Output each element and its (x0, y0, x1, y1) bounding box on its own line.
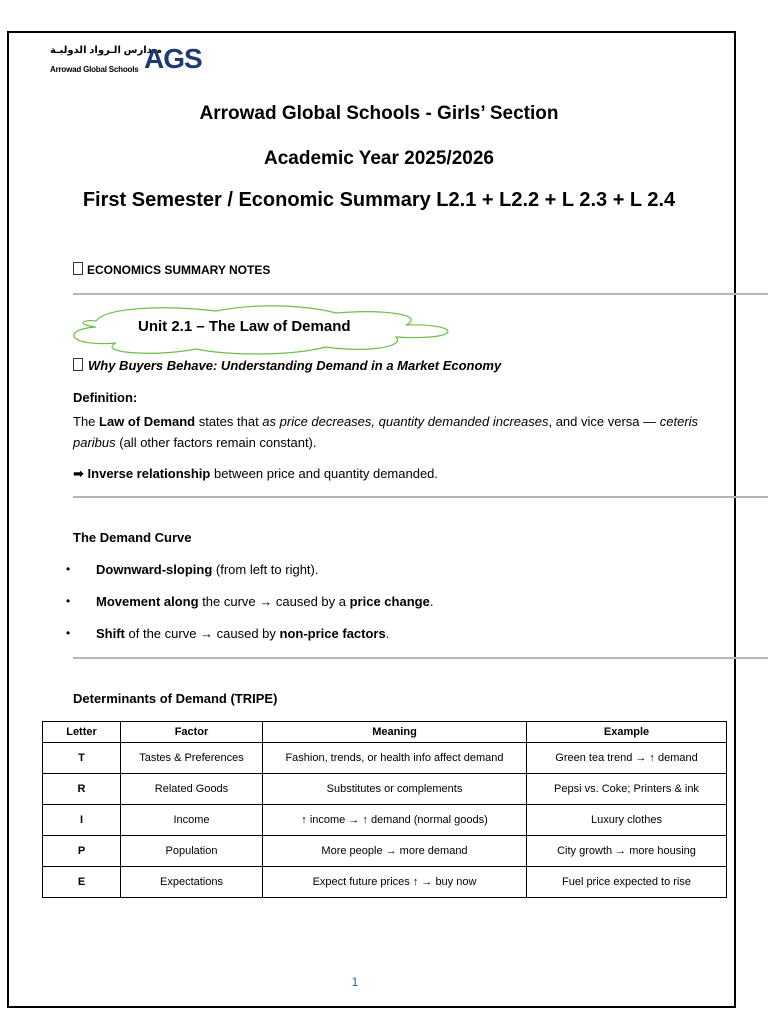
demand-curve-heading: The Demand Curve (73, 530, 192, 545)
inverse-relationship-note: ➡ Inverse relationship between price and quantity demanded. (73, 466, 439, 481)
table-cell: Income (121, 805, 263, 836)
notes-heading-text: ECONOMICS SUMMARY NOTES (87, 263, 271, 277)
determinants-heading: Determinants of Demand (TRIPE) (73, 691, 278, 706)
school-title: Arrowad Global Schools - Girls’ Section (199, 103, 559, 124)
table-cell: Tastes & Preferences (121, 743, 263, 774)
arrow-icon: ➡ (73, 466, 84, 481)
unit-subtitle-text: Why Buyers Behave: Understanding Demand in a Market Economy (88, 358, 502, 373)
semester-title: First Semester / Economic Summary L2.1 + L2.2 + L 2.3 + L 2.4 (82, 189, 676, 211)
divider (73, 496, 768, 498)
column-header: Factor (121, 722, 263, 743)
table-cell: Green tea trend → ↑ demand (527, 743, 727, 774)
law-of-demand-term: Law of Demand (99, 414, 196, 429)
academic-year-title: Academic Year 2025/2026 (264, 148, 494, 169)
unit-subtitle (73, 358, 501, 373)
table-cell: I (43, 805, 121, 836)
table-cell: City growth → more housing (527, 836, 727, 867)
determinants-table (42, 721, 727, 898)
table-cell: Population (121, 836, 263, 867)
list-item: • Movement along the curve → caused by a price change. (66, 594, 433, 626)
divider (73, 293, 768, 295)
table-cell: Related Goods (121, 774, 263, 805)
notes-heading (73, 262, 270, 277)
table-cell: Fuel price expected to rise (527, 867, 727, 898)
demand-curve-list (66, 562, 433, 658)
table-row (43, 743, 727, 774)
definition-text: The Law of Demand states that as price decreases, quantity demanded increases, and vice versa — ceteris paribus (all other factors remain constant). (73, 414, 699, 450)
missing-glyph-icon (73, 262, 83, 275)
table-cell: ↑ income → ↑ demand (normal goods) (263, 805, 527, 836)
divider (73, 657, 768, 659)
list-item: • Shift of the curve → caused by non-price factors. (66, 626, 433, 658)
list-item: • Downward-sloping (from left to right). (66, 562, 433, 594)
column-header: Meaning (263, 722, 527, 743)
table-header-row (43, 722, 727, 743)
table-cell: More people → more demand (263, 836, 527, 867)
table-cell: T (43, 743, 121, 774)
page-number: 1 (351, 975, 359, 989)
table-cell: E (43, 867, 121, 898)
table-cell: Pepsi vs. Coke; Printers & ink (527, 774, 727, 805)
table-cell: Expect future prices ↑ → buy now (263, 867, 527, 898)
table-cell: Expectations (121, 867, 263, 898)
table-cell: R (43, 774, 121, 805)
table-cell: Luxury clothes (527, 805, 727, 836)
definition-label: Definition: (73, 390, 138, 405)
column-header: Letter (43, 722, 121, 743)
unit-title: Unit 2.1 – The Law of Demand (138, 318, 351, 335)
logo-mark: AGS (144, 43, 202, 74)
table-row (43, 836, 727, 867)
missing-glyph-icon (73, 358, 83, 371)
table-cell: Substitutes or complements (263, 774, 527, 805)
table-row (43, 867, 727, 898)
table-row (43, 805, 727, 836)
table-row (43, 774, 727, 805)
logo-arabic-text: مـدارس الـرواد الدوليـة (50, 45, 163, 56)
column-header: Example (527, 722, 727, 743)
table-cell: Fashion, trends, or health info affect demand (263, 743, 527, 774)
table-cell: P (43, 836, 121, 867)
logo-latin-text: Arrowad Global Schools (50, 65, 139, 74)
